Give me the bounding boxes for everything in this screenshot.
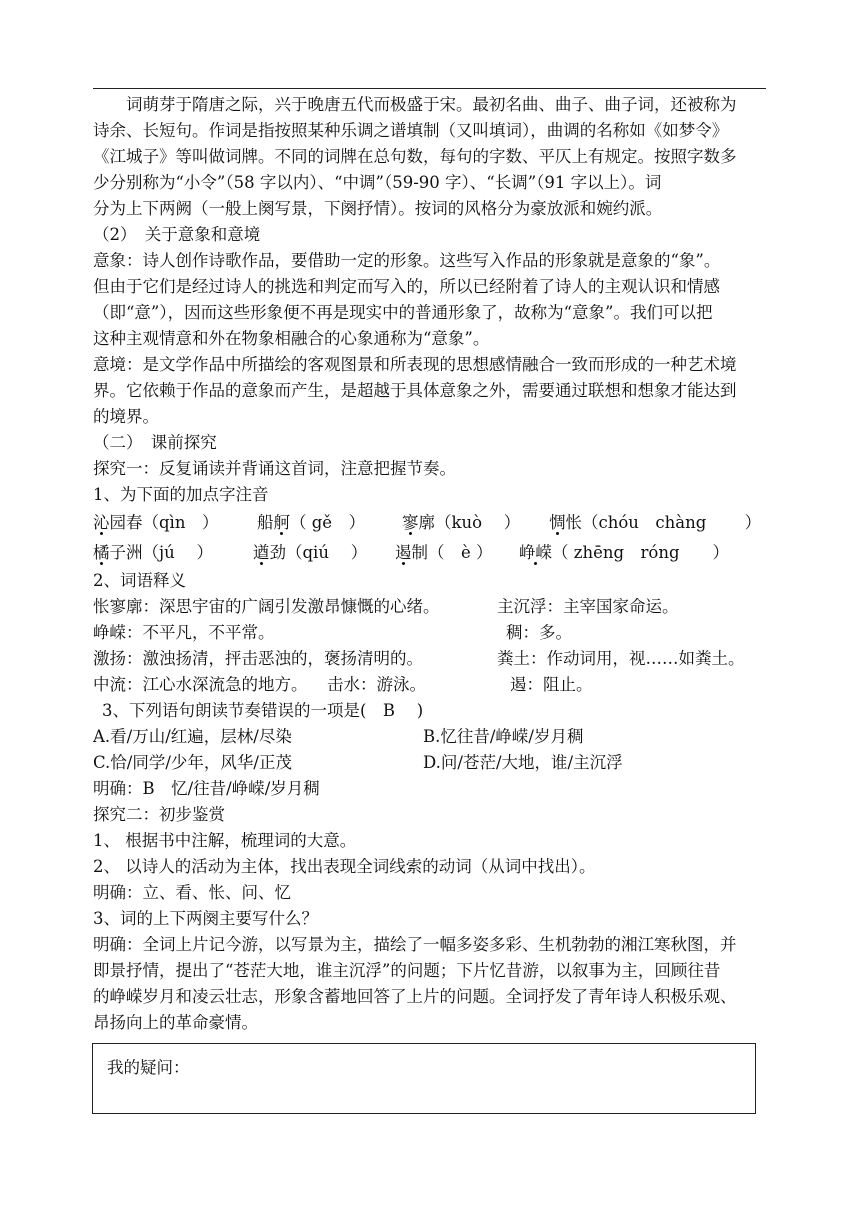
question-rhythm: 3、下列语句朗读节奏错误的一项是( B ) (102, 701, 424, 720)
yixiang-line: 但由于它们是经过诗人的挑选和判定而写入的，所以已经附着了诗人的主观认识和情感 (93, 277, 720, 296)
glossary-entry: 稠：多。 (506, 623, 572, 642)
question-pinyin: 1、为下面的加点字注音 (93, 485, 269, 504)
glossary-entry: 激扬：激浊扬清，抨击恶浊的，褒扬清明的。 (93, 649, 423, 668)
task-two-answer-3-line: 即景抒情，提出了“苍茫大地，谁主沉浮”的问题；下片忆昔游，以叙事为主，回顾往昔 (93, 961, 721, 980)
task-two-question-1: 1、 根据书中注解，梳理词的大意。 (93, 831, 357, 850)
yixiang-line: （即“意”），因而这些形象便不再是现实中的普通形象了，故称为“意象”。我们可以把 (93, 303, 713, 322)
task-two-question-3: 3、词的上下两阕主要写什么？ (93, 909, 318, 928)
pinyin-row-2 (93, 538, 773, 568)
emphasis-dot-char: 沁 (93, 513, 110, 532)
emphasis-dot-char: 遏 (395, 543, 412, 562)
pinyin-item: 遒劲（qiú ） (253, 543, 368, 562)
glossary-entry: 峥嵘：不平凡，不平常。 (93, 623, 275, 642)
task-two-answer-3-line: 昂扬向上的革命豪情。 (93, 1013, 258, 1032)
pinyin-item: 遏制（ è ） (395, 543, 493, 562)
emphasis-dot-char: 峥嵘 (519, 543, 552, 562)
pinyin-item: 峥嵘（ zhēng róng ） (519, 543, 730, 562)
option-item: A.看/万山/红遍，层林/尽染 (93, 727, 292, 746)
my-questions-label: 我的疑问： (107, 1058, 190, 1077)
emphasis-dot-char: 寥 (402, 513, 419, 532)
intro-line: 分为上下两阙（一般上阕写景，下阕抒情）。按词的风格分为豪放派和婉约派。 (93, 199, 663, 218)
task-two-answer-3-line: 明确：全词上片记今游，以写景为主，描绘了一幅多姿多彩、生机勃勃的湘江寒秋图，并 (93, 935, 737, 954)
glossary-entry: 粪土：作动词用，视……如粪土。 (497, 649, 745, 668)
pinyin-item: 沁园春（qìn ） (93, 513, 219, 532)
option-item: B.忆往昔/峥嵘/岁月稠 (423, 727, 584, 746)
pinyin-row-1 (93, 508, 773, 538)
option-item: D.问/苍茫/大地，谁/主沉浮 (423, 753, 623, 772)
glossary-row (93, 620, 773, 646)
answer-rhythm: 明确：B 忆/往昔/峥嵘/岁月稠 (93, 779, 320, 798)
intro-line: 诗余、长短句。作词是指按照某种乐调之谱填制（又叫填词），曲调的名称如《如梦令》 (93, 121, 729, 140)
glossary-row (93, 646, 773, 672)
glossary-entry: 遏：阻止。 (510, 675, 593, 694)
section-heading-imagery: （2） 关于意象和意境 (93, 225, 261, 244)
task-two-answer-3-line: 的峥嵘岁月和凌云壮志，形象含蓄地回答了上片的问题。全词抒发了青年诗人积极乐观、 (93, 987, 737, 1006)
pinyin-item: 橘子洲（jú ） (93, 543, 213, 562)
task-one: 探究一：反复诵读并背诵这首词，注意把握节奏。 (93, 459, 456, 478)
header-rule (93, 88, 766, 89)
pinyin-item: 寥廓（kuò ） (402, 513, 521, 532)
yixiang-line: 这种主观情意和外在物象相融合的心象通称为“意象”。 (93, 329, 490, 348)
glossary-row (93, 594, 773, 620)
task-two: 探究二：初步鉴赏 (93, 805, 225, 824)
glossary-entry: 怅寥廓：深思宇宙的广阔引发激昂慷慨的心绪。 (93, 597, 440, 616)
pinyin-item: 船舸（ gě ） (257, 513, 366, 532)
task-two-answer-2: 明确：立、看、怅、问、忆 (93, 883, 291, 902)
emphasis-dot-char: 惆 (549, 513, 566, 532)
option-row (93, 724, 773, 750)
yijing-line: 界。它依赖于作品的意象而产生，是超越于具体意象之外，需要通过联想和想象才能达到 (93, 381, 737, 400)
task-two-question-2: 2、 以诗人的活动为主体，找出表现全词线索的动词（从词中找出）。 (93, 857, 596, 876)
document-body (93, 92, 773, 1036)
option-item: C.恰/同学/少年，风华/正茂 (93, 753, 292, 772)
emphasis-dot-char: 舸 (273, 513, 290, 532)
intro-line: 《江城子》等叫做词牌。不同的词牌在总句数，每句的字数、平仄上有规定。按照字数多 (93, 147, 737, 166)
my-questions-box[interactable] (92, 1043, 756, 1114)
glossary-entry: 主沉浮：主宰国家命运。 (497, 597, 679, 616)
glossary-entry: 中流：江心水深流急的地方。 (93, 675, 308, 694)
yijing-line: 的境界。 (93, 407, 159, 426)
emphasis-dot-char: 橘 (93, 543, 110, 562)
emphasis-dot-char: 遒 (253, 543, 270, 562)
glossary-row (93, 672, 773, 698)
intro-line: 少分别称为“小令”（58 字以内）、“中调”（59-90 字）、“长调”（91 字以上）。词 (93, 173, 662, 192)
yijing-line: 意境：是文学作品中所描绘的客观图景和所表现的思想感情融合一致而形成的一种艺术境 (93, 355, 737, 374)
option-row (93, 750, 773, 776)
yixiang-line: 意象：诗人创作诗歌作品，要借助一定的形象。这些写入作品的形象就是意象的“象”。 (93, 251, 721, 270)
pinyin-item: 惆怅（chóu chàng ） (549, 513, 762, 532)
intro-line: 词萌芽于隋唐之际，兴于晚唐五代而极盛于宋。最初名曲、曲子、曲子词，还被称为 (126, 95, 737, 114)
question-glossary: 2、词语释义 (93, 571, 186, 590)
section-heading-explore: （二） 课前探究 (93, 433, 217, 452)
glossary-entry: 击水：游泳。 (327, 675, 426, 694)
